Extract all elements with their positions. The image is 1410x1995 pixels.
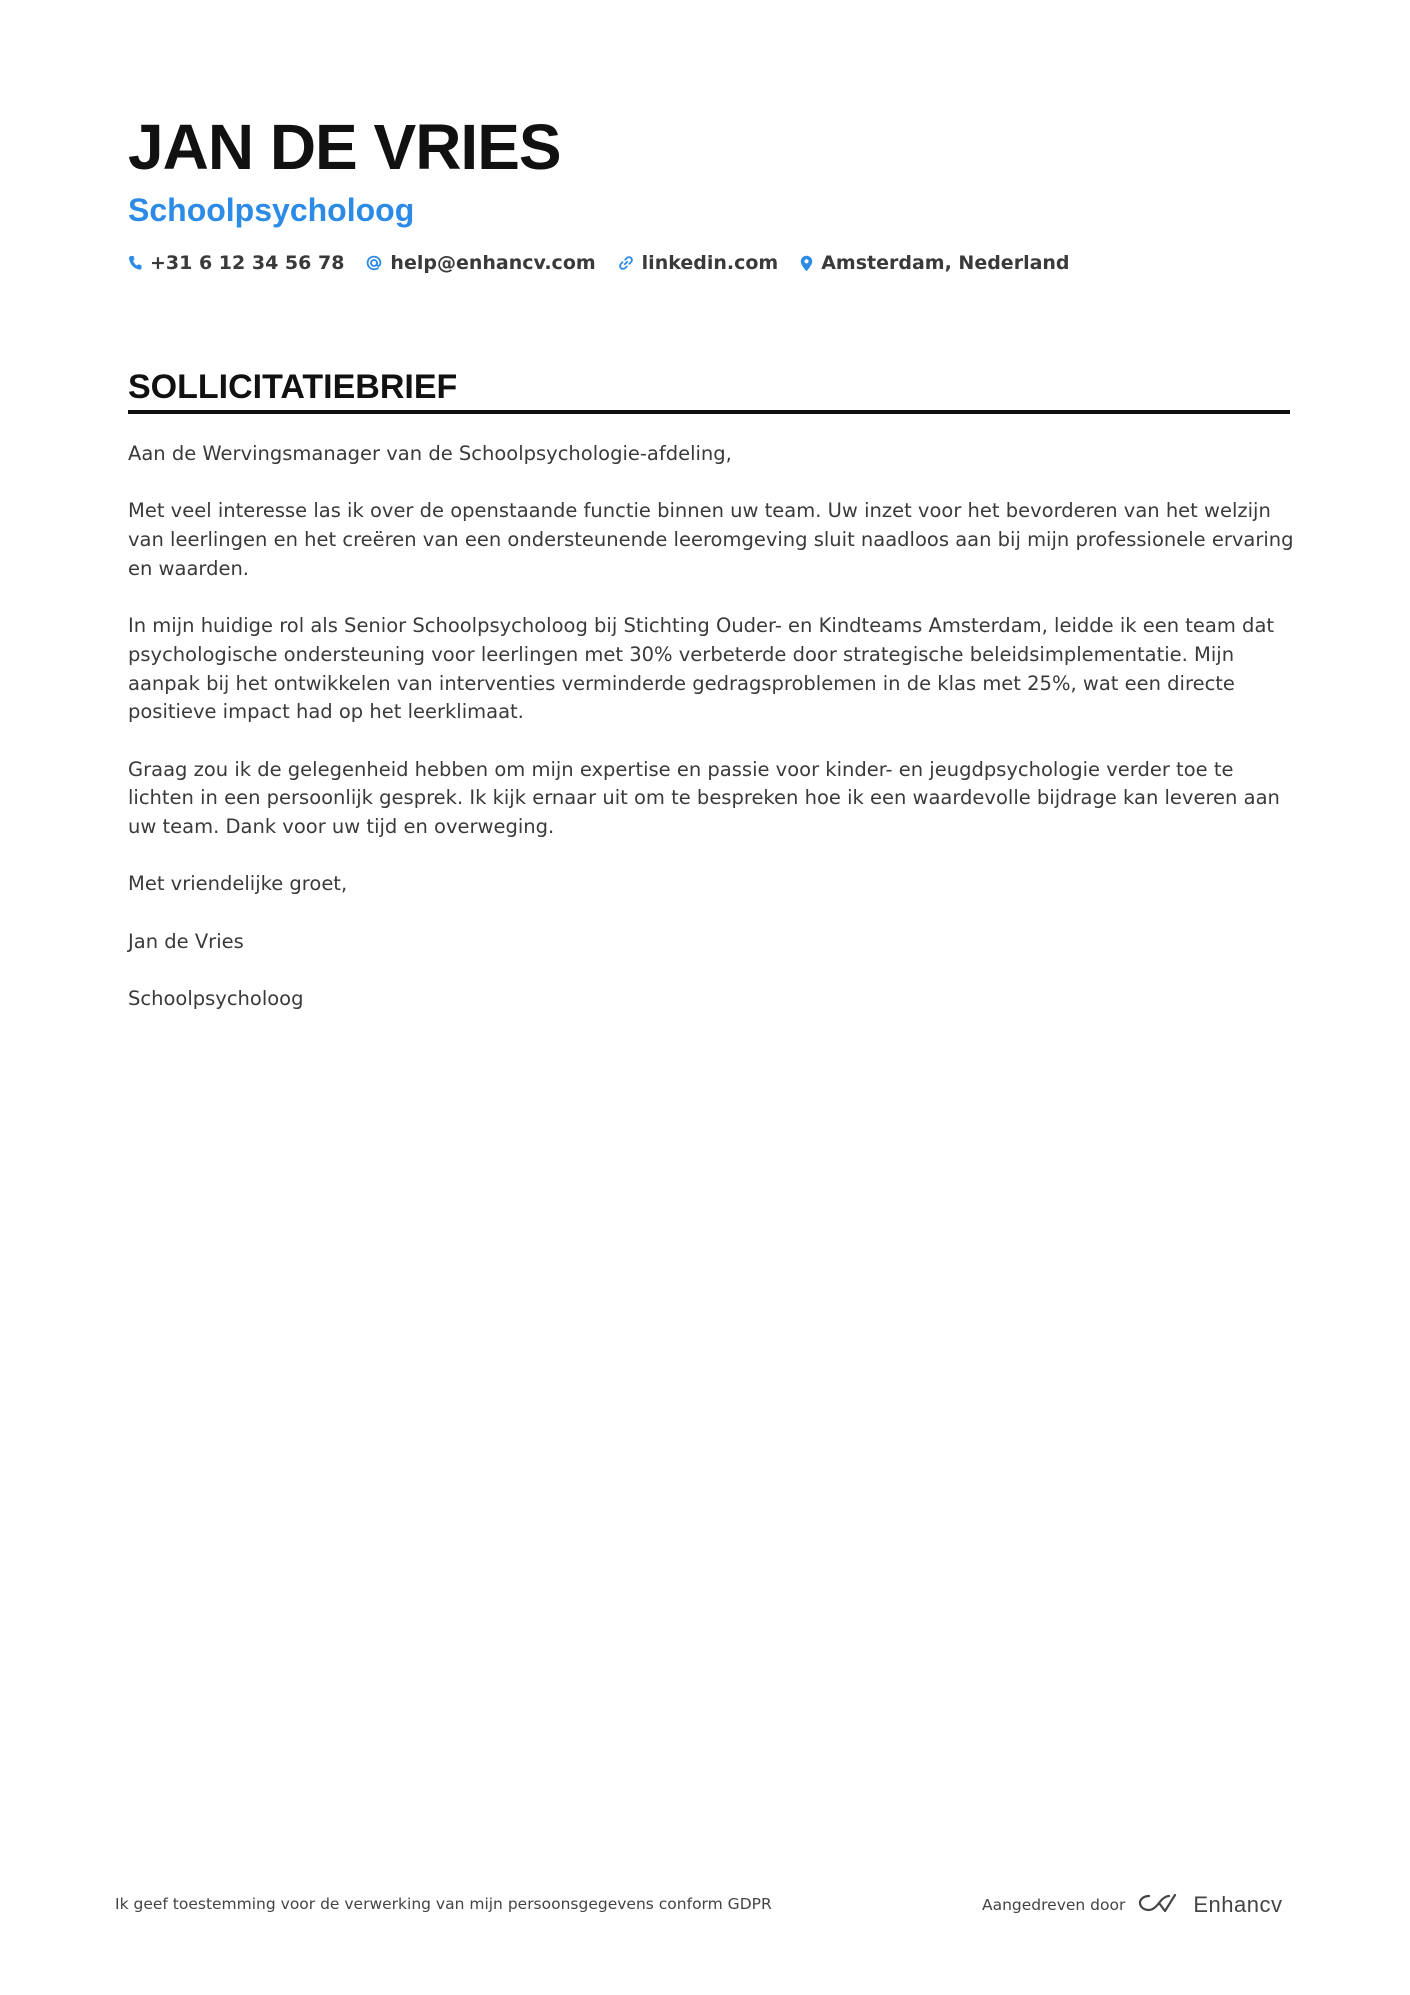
contact-location-text: Amsterdam, Nederland (821, 252, 1070, 274)
letter-paragraph-3: Graag zou ik de gelegenheid hebben om mijn expertise en passie voor kinder- en jeugdpsychologie verder toe te lichten in een persoonlijk gesprek. Ik kijk ernaar uit om te bespreken hoe ik een waardevolle bijdrage kan leveren aan uw team. Dank voor uw tijd en overweging. (128, 757, 1280, 839)
candidate-name: JAN DE VRIES (128, 111, 561, 183)
letter-signature-name: Jan de Vries (128, 929, 244, 953)
link-icon (618, 255, 634, 271)
enhancv-brand-text: Enhancv (1193, 1892, 1283, 1917)
letter-body (128, 440, 1298, 1043)
contact-email-text: help@enhancv.com (390, 252, 596, 274)
gdpr-consent-note: Ik geef toestemming voor de verwerking van mijn persoonsgegevens conform GDPR (115, 1895, 772, 1913)
at-sign-icon (366, 255, 382, 271)
candidate-role: Schoolpsycholoog (128, 192, 415, 228)
powered-by-enhancv[interactable] (982, 1890, 1282, 1920)
letter-paragraph-1: Met veel interesse las ik over de openstaande functie binnen uw team. Uw inzet voor het bevorderen van het welzijn van leerlingen en het creëren van een ondersteunende leeromgeving sluit naadloos aan bij mijn professionele ervaring en waarden. (128, 499, 1294, 580)
section-divider (128, 410, 1290, 414)
phone-icon (128, 255, 142, 271)
contact-location (800, 252, 1069, 274)
section-title: SOLLICITATIEBRIEF (128, 368, 458, 406)
contact-bar (128, 252, 1070, 274)
letter-salutation: Aan de Wervingsmanager van de Schoolpsychologie-afdeling, (128, 442, 732, 465)
contact-linkedin[interactable] (618, 252, 779, 274)
letter-signature-role: Schoolpsycholoog (128, 987, 304, 1011)
contact-phone (128, 252, 344, 274)
contact-phone-text: +31 6 12 34 56 78 (150, 252, 345, 274)
letter-closing: Met vriendelijke groet, (128, 872, 348, 896)
powered-by-label: Aangedreven door (982, 1896, 1126, 1914)
contact-linkedin-text: linkedin.com (641, 252, 779, 274)
location-pin-icon (800, 255, 813, 272)
contact-email[interactable] (366, 252, 595, 274)
enhancv-logo-icon (1135, 1890, 1183, 1920)
letter-paragraph-2: In mijn huidige rol als Senior Schoolpsycholoog bij Stichting Ouder- en Kindteams Amsterdam, leidde ik een team dat psychologische ondersteuning voor leerlingen met 30% verbeterde door strategische beleidsimplementatie. Mijn aanpak bij het ontwikkelen van interventies verminderde gedragsproblemen in de klas met 25%, wat een directe positieve impact had op het leerklimaat. (128, 614, 1275, 724)
